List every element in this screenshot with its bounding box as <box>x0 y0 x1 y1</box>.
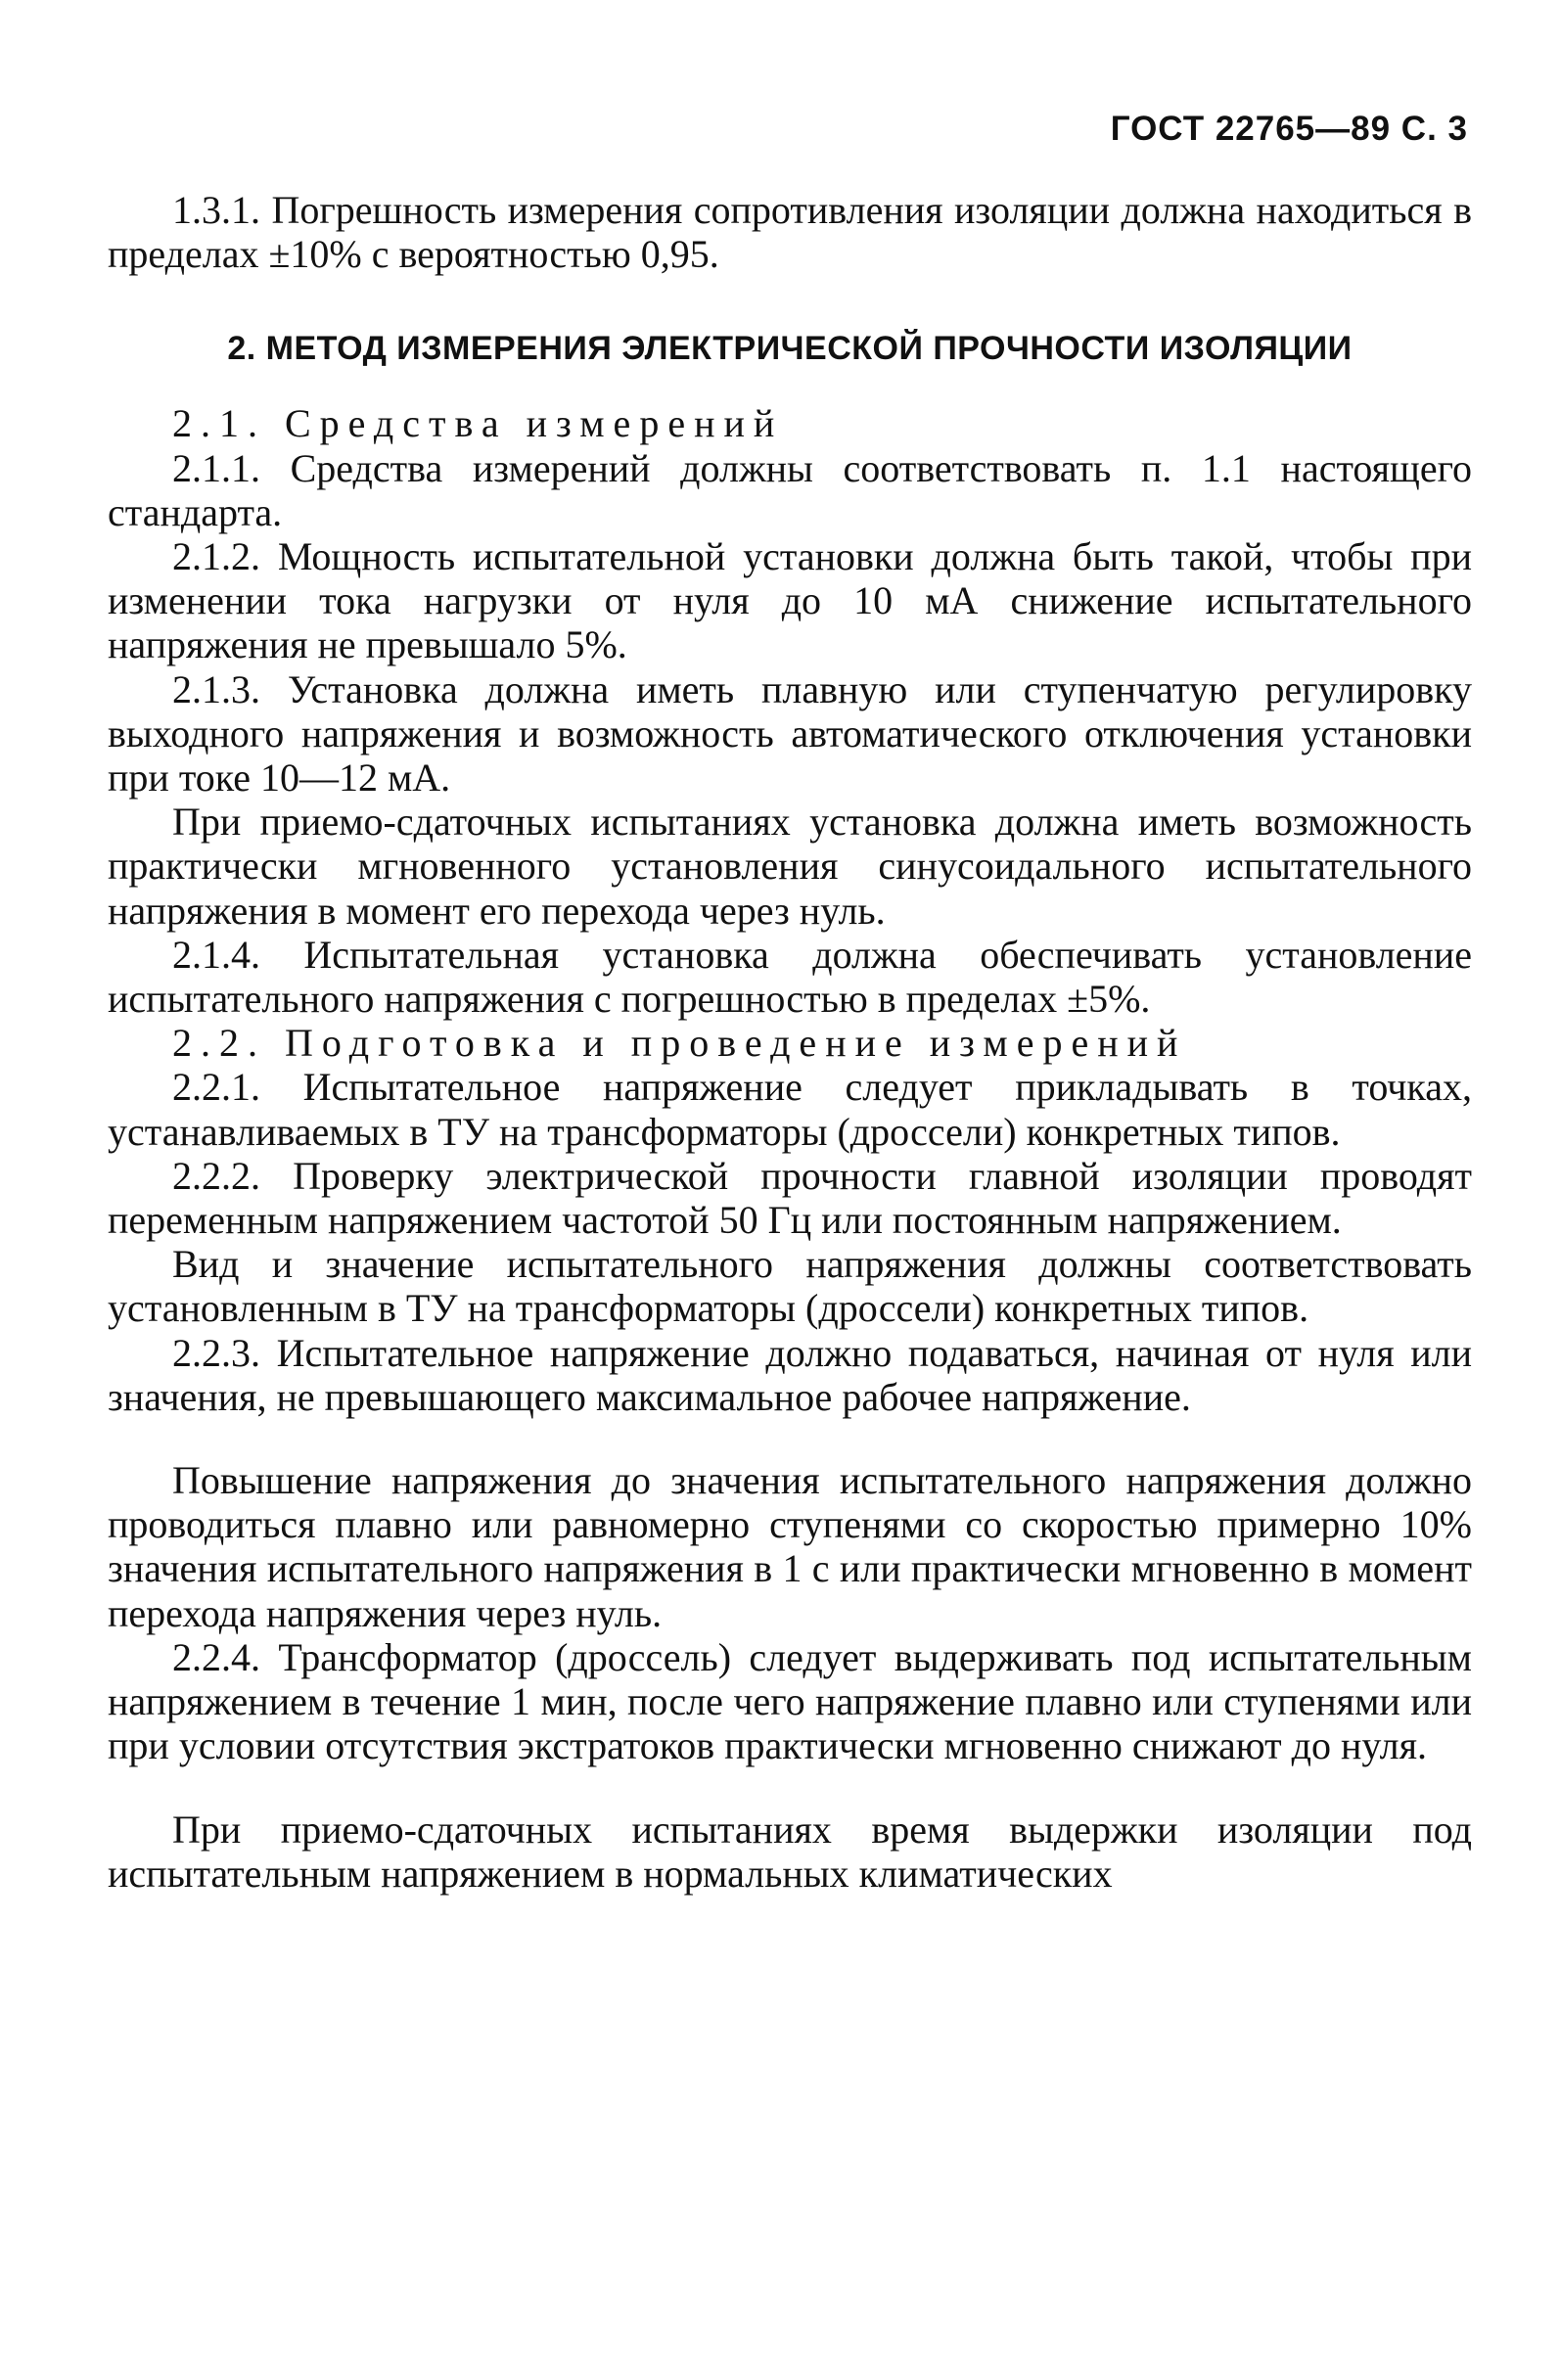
paragraph-2-1-3-continuation: При приемо-сдаточных испытаниях установка должна иметь возможность практически мгновенного установления синусоидального испытательного напряжения в момент его перехода через нуль. <box>108 800 1472 933</box>
paragraph-2-2-3: 2.2.3. Испытательное напряжение должно подаваться, начиная от нуля или значения, не превышающего максимальное рабочее напряжение. <box>108 1330 1472 1419</box>
paragraph-2-2-4: 2.2.4. Трансформатор (дроссель) следует выдерживать под испытательным напряжением в течение 1 мин, после чего напряжение плавно или ступенями или при условии отсутствия экстратоков практически мгновенно снижают до нуля. <box>108 1634 1472 1768</box>
paragraph-2-2-4-continuation: При приемо-сдаточных испытаниях время выдержки изоляции под испытательным напряжением в нормальных климатических <box>108 1807 1472 1896</box>
paragraph-2-2-1: 2.2.1. Испытательное напряжение следует прикладывать в точках, устанавливаемых в ТУ на трансформаторы (дроссели) конкретных типов. <box>108 1065 1472 1154</box>
page-header: ГОСТ 22765—89 С. 3 <box>1110 110 1468 148</box>
subsection-2-1-title: 2.1. Средства измерений <box>172 401 784 446</box>
section-title: 2. МЕТОД ИЗМЕРЕНИЯ ЭЛЕКТРИЧЕСКОЙ ПРОЧНОСТИ ИЗОЛЯЦИИ <box>227 330 1353 368</box>
subsection-2-2-title: 2.2. Подготовка и проведение измерений <box>172 1021 1187 1066</box>
paragraph-2-2-3-continuation: Повышение напряжения до значения испытательного напряжения должно проводиться плавно или равномерно ступенями со скоростью примерно 10% значения испытательного напряжения в 1 с или практически мгновенно в момент перехода напряжения через нуль. <box>108 1458 1472 1635</box>
paragraph-2-1-3: 2.1.3. Установка должна иметь плавную или ступенчатую регулировку выходного напряжения и возможность автоматического отключения установки при токе 10—12 мА. <box>108 666 1472 801</box>
paragraph-1-3-1: 1.3.1. Погрешность измерения сопротивления изоляции должна находиться в пределах ±10% с вероятностью 0,95. <box>108 188 1472 277</box>
paragraph-2-1-4: 2.1.4. Испытательная установка должна обеспечивать установление испытательного напряжения с погрешностью в пределах ±5%. <box>108 932 1472 1022</box>
paragraph-2-1-2: 2.1.2. Мощность испытательной установки должна быть такой, чтобы при изменении тока нагрузки от нуля до 10 мА снижение испытательного напряжения не превышало 5%. <box>108 534 1472 667</box>
body-text <box>108 188 1472 1896</box>
paragraph-2-1-1: 2.1.1. Средства измерений должны соответствовать п. 1.1 настоящего стандарта. <box>108 445 1472 534</box>
paragraph-2-2-2: 2.2.2. Проверку электрической прочности главной изоляции проводят переменным напряжением частотой 50 Гц или постоянным напряжением. <box>108 1153 1472 1243</box>
paragraph-2-2-2-continuation: Вид и значение испытательного напряжения должны соответствовать установленным в ТУ на трансформаторы (дроссели) конкретных типов. <box>108 1242 1472 1331</box>
